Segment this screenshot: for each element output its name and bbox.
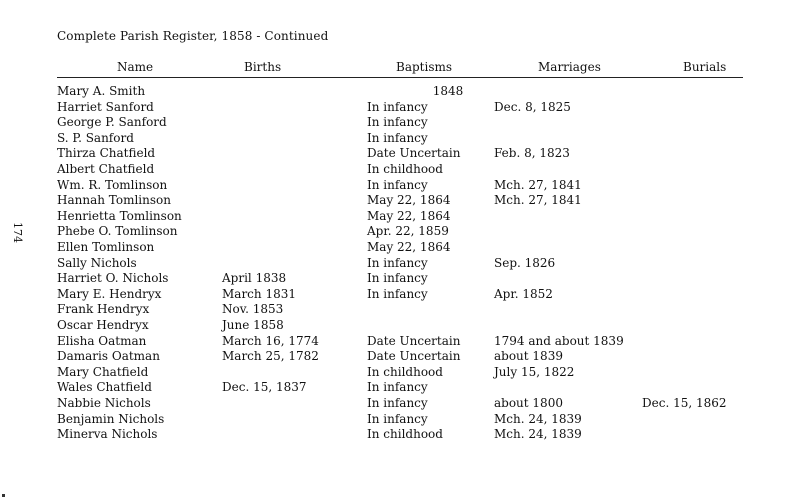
cell-births: Nov. 1853 <box>222 302 284 317</box>
table-row <box>0 301 800 317</box>
cell-baptisms: In infancy <box>367 396 428 410</box>
cell-name: Mary A. Smith <box>57 84 146 98</box>
cell-marriages: Sep. 1826 <box>494 255 556 270</box>
cell-name: Minerva Nichols <box>57 427 158 442</box>
cell-name: Ellen Tomlinson <box>57 240 155 254</box>
page-title: Complete Parish Register, 1858 - Continued <box>57 29 329 43</box>
column-header-name: Name <box>117 60 154 74</box>
cell-name: Phebe O. Tomlinson <box>57 224 178 239</box>
cell-name: Oscar Hendryx <box>57 318 149 332</box>
table-row <box>0 364 800 380</box>
cell-name: Harriet O. Nichols <box>57 271 169 286</box>
cell-marriages: about 1839 <box>494 349 563 364</box>
cell-name: Albert Chatfield <box>57 162 155 176</box>
cell-baptisms: In infancy <box>367 380 428 395</box>
cell-name: Elisha Oatman <box>57 333 147 348</box>
table-row <box>0 161 800 177</box>
cell-baptisms: In infancy <box>367 286 428 301</box>
table-row <box>0 255 800 271</box>
table-row <box>0 379 800 395</box>
table-row <box>0 426 800 442</box>
cell-marriages: Mch. 27, 1841 <box>494 177 582 192</box>
cell-name: Thirza Chatfield <box>57 146 156 161</box>
table-row <box>0 177 800 193</box>
cell-baptisms: In infancy <box>367 130 428 145</box>
cell-baptisms: In childhood <box>367 162 443 176</box>
cell-marriages: Feb. 8, 1823 <box>494 146 570 161</box>
cell-marriages: Apr. 1852 <box>494 286 553 301</box>
cell-baptisms: Date Uncertain <box>367 146 461 161</box>
cell-name: Mary Chatfield <box>57 364 149 379</box>
table-row <box>0 114 800 130</box>
cell-name: Sally Nichols <box>57 255 137 270</box>
table-row <box>0 99 800 115</box>
cell-marriages: Dec. 8, 1825 <box>494 99 571 114</box>
cell-baptisms: In infancy <box>367 99 428 114</box>
cell-births: March 16, 1774 <box>222 333 319 348</box>
cell-baptisms: Date Uncertain <box>367 349 461 364</box>
table-row <box>0 270 800 286</box>
margin-mark <box>2 494 5 497</box>
table-row <box>0 286 800 302</box>
cell-marriages: 1794 and about 1839 <box>494 333 624 348</box>
table-row <box>0 208 800 224</box>
column-header-baptisms: Baptisms <box>396 60 453 74</box>
cell-baptisms: May 22, 1864 <box>367 193 451 208</box>
table-row <box>0 145 800 161</box>
cell-marriages: about 1800 <box>494 396 563 410</box>
cell-name: S. P. Sanford <box>57 130 134 145</box>
cell-baptisms: May 22, 1864 <box>367 208 451 223</box>
cell-baptisms: In infancy <box>367 115 428 130</box>
cell-name: Benjamin Nichols <box>57 411 165 426</box>
cell-marriages: Mch. 24, 1839 <box>494 411 582 426</box>
cell-burials: Dec. 15, 1862 <box>642 396 727 410</box>
header-rule <box>57 77 743 78</box>
cell-name: Frank Hendryx <box>57 302 150 317</box>
cell-baptisms: 1848 <box>432 84 464 98</box>
cell-name: George P. Sanford <box>57 115 167 130</box>
cell-name: Damaris Oatman <box>57 349 160 364</box>
cell-baptisms: Date Uncertain <box>367 333 461 348</box>
cell-name: Wales Chatfield <box>57 380 152 395</box>
table-row <box>0 317 800 333</box>
cell-name: Mary E. Hendryx <box>57 286 162 301</box>
table-row <box>0 395 800 411</box>
cell-name: Hannah Tomlinson <box>57 193 171 208</box>
column-header-births: Births <box>244 60 282 74</box>
cell-births: June 1858 <box>222 318 284 332</box>
table-row <box>0 192 800 208</box>
cell-baptisms: May 22, 1864 <box>367 240 451 254</box>
cell-name: Henrietta Tomlinson <box>57 208 182 223</box>
cell-births: March 1831 <box>222 286 296 301</box>
table-row <box>0 411 800 427</box>
table-row <box>0 333 800 349</box>
column-header-marriages: Marriages <box>538 60 601 74</box>
cell-name: Wm. R. Tomlinson <box>57 177 168 192</box>
table-row <box>0 83 800 99</box>
column-header-burials: Burials <box>683 60 727 74</box>
cell-baptisms: In infancy <box>367 255 428 270</box>
cell-births: April 1838 <box>222 271 287 286</box>
cell-baptisms: In infancy <box>367 411 428 426</box>
cell-births: Dec. 15, 1837 <box>222 380 307 395</box>
cell-marriages: July 15, 1822 <box>494 364 575 379</box>
table-row <box>0 348 800 364</box>
table-row <box>0 239 800 255</box>
cell-name: Nabbie Nichols <box>57 396 151 410</box>
cell-name: Harriet Sanford <box>57 99 154 114</box>
table-row <box>0 223 800 239</box>
cell-baptisms: In childhood <box>367 427 443 442</box>
page-number: 174 <box>11 222 24 243</box>
cell-baptisms: Apr. 22, 1859 <box>367 224 449 239</box>
cell-baptisms: In infancy <box>367 177 428 192</box>
cell-baptisms: In childhood <box>367 364 443 379</box>
cell-marriages: Mch. 24, 1839 <box>494 427 582 442</box>
cell-births: March 25, 1782 <box>222 349 319 364</box>
cell-marriages: Mch. 27, 1841 <box>494 193 582 208</box>
table-row <box>0 130 800 146</box>
cell-baptisms: In infancy <box>367 271 428 286</box>
